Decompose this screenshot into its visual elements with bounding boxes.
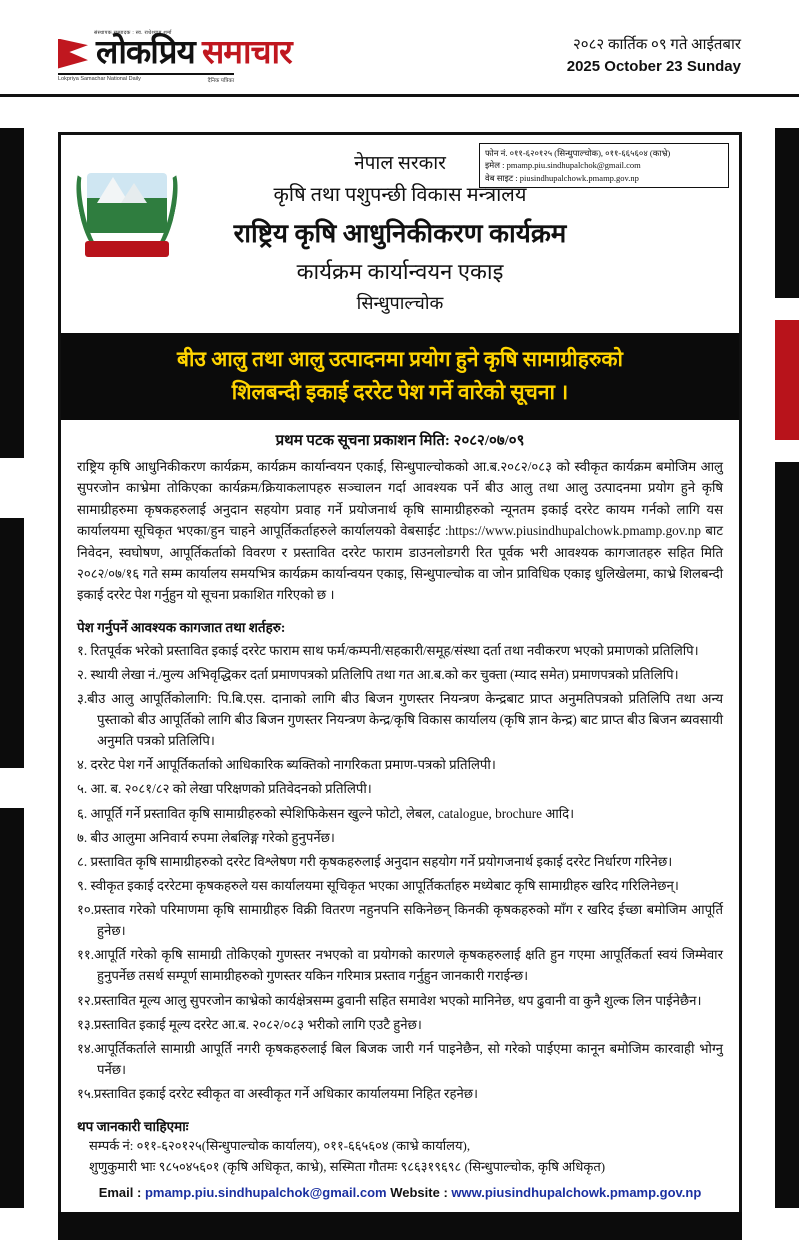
list-item: १३.प्रस्तावित इकाई मूल्य दररेट आ.ब. २०८२/०८३ भरीको लागि एउटै हुनेछ।	[77, 1016, 422, 1032]
gov-line-2: कृषि तथा पशुपन्छी विकास मन्त्रालय	[273, 184, 527, 206]
contact-email-value[interactable]: pmamp.piu.sindhupalchok@gmail.com	[506, 160, 641, 171]
list-item: ८. प्रस्तावित कृषि सामाग्रीहरुको दररेट विश्लेषण गरी कृषकहरुलाई अनुदान सहयोग गर्ने प्रयोगजनार्थ इकाई दररेट निर्धारण गरिनेछ।	[77, 853, 673, 869]
contact-website-value[interactable]: piusindhupalchowk.pmamp.gov.np	[519, 172, 639, 183]
left-rail	[0, 128, 24, 1208]
list-item: २. स्थायी लेखा नं./मुल्य अभिवृद्धिकर दर्ता प्रमाणपत्रको प्रतिलिपि तथा गत आ.ब.को कर चुक्ता (म्याद समेत) प्रमाणपत्रको प्रतिलिपि।	[77, 666, 679, 682]
gov-line-1: नेपाल सरकार	[354, 153, 446, 174]
nepal-flag-icon	[58, 39, 88, 69]
right-rail	[775, 128, 799, 1208]
contact-email	[485, 159, 723, 171]
logo-subtitle-left: Lokpriya Samachar National Daily	[58, 76, 141, 82]
banner-line-2: शिलबन्दी इकाई दररेट पेश गर्ने वारेको सूचना ।	[231, 379, 569, 404]
logo-subtitle	[58, 76, 234, 84]
date-nepali: २०८२ कार्तिक ०९ गते आईतबार	[573, 36, 741, 53]
footer-website-value[interactable]: www.piusindhupalchowk.pmamp.gov.np	[451, 1184, 702, 1200]
footer-website-label: Website :	[390, 1184, 448, 1200]
list-item: ५. आ. ब. २०८१/८२ को लेखा परिक्षणको प्रतिवेदनको प्रतिलिपी।	[77, 781, 372, 797]
list-item: ७. बीउ आलुमा अनिवार्य रुपमा लेबलिङ्ग गरेको हुनुपर्नेछ।	[77, 829, 335, 845]
gov-line-5: सिन्धुपाल्चोक	[356, 293, 444, 313]
conditions-heading: पेश गर्नुपर्ने आवश्यक कागजात तथा शर्तहरु:	[77, 619, 286, 635]
list-item: ३.बीउ आलु आपूर्तिकोलागि: पि.बि.एस. दानाको लागि बीउ बिजन गुणस्तर नियन्त्रण केन्द्रबाट प्राप्त अनुमतिपत्रको प्रतिलिपि तथा अन्य पुस्ताको बीउ आपूर्तिको लागि बीउ बिजन गुणस्तर नियन्त्रण केन्द्र/कृषि विकास कार्यालय (कृषि ज्ञान केन्द्र) बाट प्राप्त बीउ बिजन ब्यवसायी अनुमति पत्रको प्रतिलिपि।	[77, 690, 723, 749]
masthead	[0, 0, 799, 94]
logo-tagline: संस्थापक सम्पादक : स्व. राधेश्याम शर्मा	[94, 30, 172, 36]
list-item: ११.आपूर्ति गरेको कृषि सामाग्री तोकिएको गुणस्तर नभएको वा प्रयोगको कारणले कृषकहरुलाई क्षति हुन गएमा आपूर्तिकर्ता स्वयं जिम्मेवार हुनुपर्नेछ तसर्थ सम्पूर्ण सामाग्रीहरुको गुणस्तर यकिन गरिमात्र प्रस्ताव गर्नुहुन जानकारी गराईन्छ।	[77, 947, 723, 984]
banner-line-1: बीउ आलु तथा आलु उत्पादनमा प्रयोग हुने कृषि सामाग्रीहरुको	[177, 347, 623, 371]
contact-website-label: वेब साइट :	[485, 172, 518, 183]
list-item: १. रितपूर्वक भरेको प्रस्तावित इकाई दररेट फाराम साथ फर्म/कम्पनी/सहकारी/समूह/संस्था दर्ता तथा नवीकरण भएको प्रमाणको प्रतिलिपि।	[77, 642, 699, 658]
contact-website	[485, 172, 723, 184]
list-item: ६. आपूर्ति गर्ने प्रस्तावित कृषि सामाग्रीहरुको स्पेशिफिकेसन खुल्ने फोटो, लेबल, catalogue, brochure आदि।	[77, 805, 575, 821]
gov-line-3: राष्ट्रिय कृषि आधुनिकीकरण कार्यक्रम	[233, 219, 567, 248]
logo-text-secondary: समाचार	[201, 35, 292, 71]
notice-advertisement	[58, 132, 742, 1215]
footer-email-label: Email :	[98, 1184, 142, 1200]
list-item: १२.प्रस्तावित मूल्य आलु सुपरजोन काभ्रेको कार्यक्षेत्रसम्म ढुवानी सहित समावेश भएको मानिनेछ, थप ढुवानी वा कुनै शुल्क लिन पाईनेछैन।	[77, 992, 702, 1008]
logo-wordmark	[96, 37, 292, 70]
logo-divider	[58, 73, 234, 75]
publication-date: प्रथम पटक सूचना प्रकाशन मिति: २०८२/०७/०९	[275, 433, 525, 450]
government-emblem-icon	[79, 157, 175, 261]
extra-info-heading: थप जानकारी चाहिएमाः	[77, 1119, 189, 1135]
date-english: 2025 October 23 Sunday	[566, 58, 741, 76]
masthead-rule	[0, 94, 799, 97]
gov-line-4: कार्यक्रम कार्यान्वयन एकाइ	[296, 259, 504, 284]
footer-contact	[61, 1178, 739, 1212]
list-item: १४.आपूर्तिकर्ताले सामाग्री आपूर्ति नगरी कृषकहरुलाई बिल बिजक जारी गर्न पाइनेछैन, सो गरेको पाईएमा कानून बमोजिम कारवाही भोग्नु पर्नेछ।	[77, 1040, 723, 1077]
government-header	[61, 135, 739, 321]
notice-body: राष्ट्रिय कृषि आधुनिकीकरण कार्यक्रम, कार्यक्रम कार्यान्वयन एकाई, सिन्धुपाल्चोकको आ.ब.२०८२/०८३ को स्वीकृत कार्यक्रम बमोजिम आलु सुपरजोन काभ्रेमा तोकिएका कार्यक्रम/क्रियाकलापहरु सञ्चालन गर्दा आवश्यक पर्ने बीउ आलु तथा आलु उत्पादनमा प्रयोग हुने कृषि सामाग्रीहरुमा कृषकहरुलाई अनुदान सहयोग प्रवाह गर्ने प्रयोजनार्थ कृषि सामाग्रीहरुको न्यूनतम इकाई दररेट कायम गर्नको लागि यस कार्यालयमा सूचिकृत भएका/हुन चाहने आपूर्तिकर्ताहरुले कार्यालयको वेबसाईट :https://www.piusindhupalchowk.pmamp.gov.np बाट निवेदन, स्वघोषण, आपूर्तिकर्ताको विवरण र प्रस्तावित दररेट फाराम डाउनलोडगरी रित पूर्वक भरी आवश्यक कागजातहरु सहित मिति २०८२/०७/१६ गते सम्म कार्यालय समयभित्र कार्यक्रम कार्यान्वयन एकाइ, सिन्धुपाल्चोक वा जोन प्राविधिक एकाइ धुलिखेलमा, काभ्रे शिलबन्दी इकाई दररेट पेश गर्नुहुन यो सूचना प्रकाशित गरिएको छ ।	[77, 459, 723, 603]
logo-text-primary: लोकप्रिय	[96, 35, 195, 71]
extra-info-line: सम्पर्क नं: ०११-६२०१२५(सिन्धुपाल्चोक कार्यालय), ०११-६६५६०४ (काभ्रे कार्यालय),	[89, 1138, 471, 1154]
contact-phone: फोन नं. ०११-६२०१२५ (सिन्धुपाल्चोक), ०११-६६५६०४ (काभ्रे)	[485, 148, 671, 158]
bottom-strip	[58, 1212, 742, 1240]
contact-box	[479, 143, 729, 188]
conditions-list	[61, 638, 739, 1112]
issue-date	[567, 35, 741, 85]
list-item: १५.प्रस्तावित इकाई दररेट स्वीकृत वा अस्वीकृत गर्ने अधिकार कार्यालयमा निहित रहनेछ।	[77, 1086, 479, 1102]
extra-info-line: शुणुकुमारी भाः ९८५०४५६०१ (कृषि अधिकृत, काभ्रे), सस्मिता गौतमः ९८६३१९६९८ (सिन्धुपाल्चोक, कृषि अधिकृत)	[89, 1159, 606, 1175]
notice-banner-title	[61, 333, 739, 420]
logo-subtitle-right: दैनिक पत्रिका	[207, 78, 234, 84]
logo-main	[58, 37, 292, 70]
publication-logo	[58, 30, 292, 84]
contact-email-label: इमेल :	[485, 160, 505, 171]
list-item: १०.प्रस्ताव गरेको परिमाणमा कृषि सामाग्रीहरु विक्री वितरण नहुनपनि सकिनेछन् किनकी कृषकहरुको माँग र खरिद ईच्छा बमोजिम आपूर्ति हुनेछ।	[77, 902, 723, 939]
list-item: ९. स्वीकृत इकाई दररेटमा कृषकहरुले यस कार्यालयमा सूचिकृत भएका आपूर्तिकर्ताहरु मध्येबाट कृषि सामाग्रीहरु खरिद गरिलिनेछन्।	[77, 877, 679, 893]
list-item: ४. दररेट पेश गर्ने आपूर्तिकर्ताको आधिकारिक ब्यक्तिको नागरिकता प्रमाण-पत्रको प्रतिलिपी।	[77, 757, 496, 773]
footer-email-value[interactable]: pmamp.piu.sindhupalchok@gmail.com	[144, 1184, 387, 1200]
